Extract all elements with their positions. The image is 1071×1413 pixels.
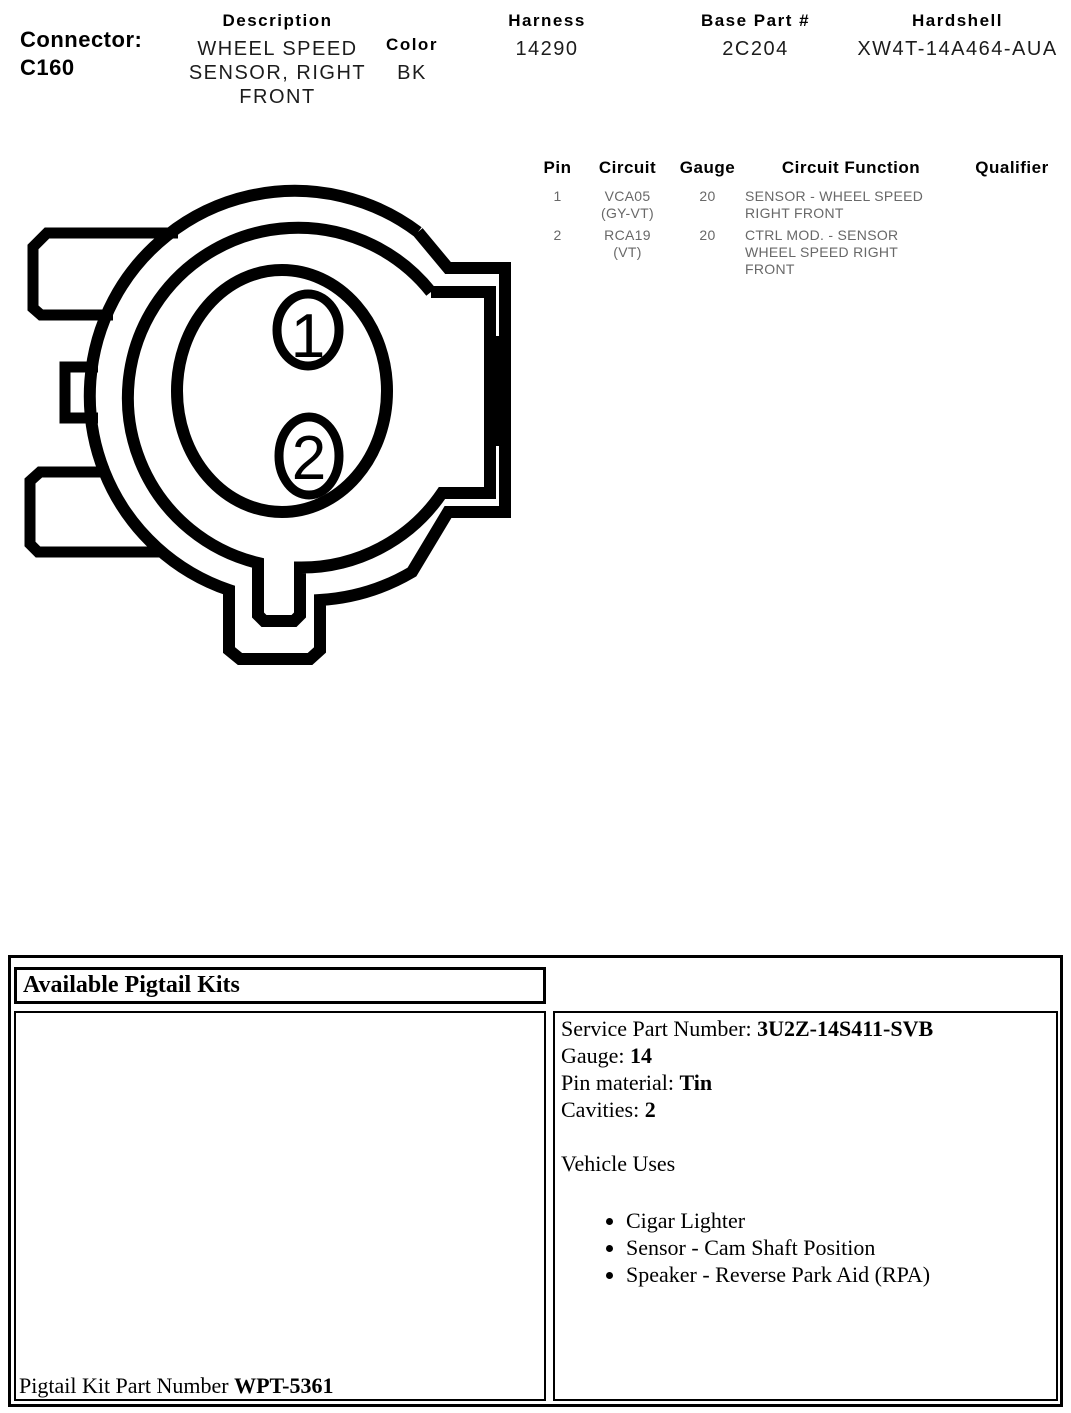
cavities-line: Cavities: 2 — [561, 1097, 656, 1122]
qualifier-header: Qualifier — [975, 158, 1049, 177]
pin-header: Pin — [543, 158, 572, 177]
latch-rail — [486, 336, 507, 446]
connector-id: C160 — [20, 55, 75, 80]
hardshell-label: Hardshell — [912, 11, 1003, 30]
description-label: Description — [222, 11, 333, 30]
header-col-color — [357, 34, 467, 85]
cavities-value: 2 — [644, 1097, 656, 1122]
vehicle-uses-list — [561, 1207, 1050, 1288]
connector-title-block — [20, 26, 142, 82]
list-item: • Sensor - Cam Shaft Position — [626, 1234, 1050, 1261]
hardshell-value: XW4T-14A464-AUA — [857, 38, 1058, 60]
vehicle-uses-title: Vehicle Uses — [561, 1151, 676, 1176]
pin-1-label: 1 — [290, 302, 326, 371]
header-col-hardshell — [855, 10, 1060, 61]
pigtail-kit-number-line — [19, 1373, 334, 1399]
gauge-header: Gauge — [679, 158, 736, 177]
connector-label: Connector: — [20, 27, 143, 52]
function-cell: CTRL MOD. - SENSOR WHEEL SPEED RIGHT FRONT — [745, 227, 899, 277]
circuit-cell: VCA05 (GY-VT) — [601, 188, 654, 221]
circuit-cell: RCA19 (VT) — [604, 227, 651, 260]
pin-material-value: Tin — [679, 1070, 713, 1095]
service-part-line: Service Part Number: 3U2Z-14S411-SVB — [561, 1016, 934, 1041]
pigtail-kit-cell — [14, 1011, 546, 1401]
pin-2-label: 2 — [291, 424, 327, 493]
service-part-number: 3U2Z-14S411-SVB — [757, 1016, 934, 1041]
pin-cell: 2 — [553, 227, 562, 243]
list-item: • Speaker - Reverse Park Aid (RPA) — [626, 1261, 1050, 1288]
pigtail-kit-label: Pigtail Kit Part Number — [19, 1373, 235, 1398]
gauge-cell: 20 — [699, 227, 716, 243]
pin-table — [530, 158, 1071, 288]
pigtail-kits-header-cell — [14, 967, 546, 1004]
header-col-description — [175, 10, 380, 109]
gauge-cell: 20 — [699, 188, 716, 204]
function-cell: SENSOR - WHEEL SPEED RIGHT FRONT — [745, 188, 924, 221]
list-item: • Cigar Lighter — [626, 1207, 1050, 1234]
description-value: WHEEL SPEED SENSOR, RIGHT FRONT — [188, 38, 367, 108]
pigtail-kits-section — [8, 955, 1063, 1407]
pin-cell: 1 — [553, 188, 562, 204]
pigtail-kit-number: WPT-5361 — [234, 1373, 334, 1398]
base-part-label: Base Part # — [700, 11, 811, 30]
harness-value: 14290 — [515, 38, 579, 60]
header-col-base-part — [693, 10, 818, 61]
function-header: Circuit Function — [781, 158, 921, 177]
header-col-harness — [487, 10, 607, 61]
gauge-value: 14 — [630, 1043, 653, 1068]
harness-label: Harness — [508, 11, 586, 30]
gauge-line: Gauge: 14 — [561, 1043, 653, 1068]
pin-material-line: Pin material: Tin — [561, 1070, 713, 1095]
service-part-cell — [553, 1011, 1058, 1401]
color-label: Color — [386, 35, 438, 54]
base-part-value: 2C204 — [722, 38, 789, 60]
color-value: BK — [397, 62, 427, 84]
pigtail-kits-title: Available Pigtail Kits — [23, 972, 240, 998]
circuit-header: Circuit — [598, 158, 657, 177]
connector-diagram-svg — [0, 160, 530, 680]
